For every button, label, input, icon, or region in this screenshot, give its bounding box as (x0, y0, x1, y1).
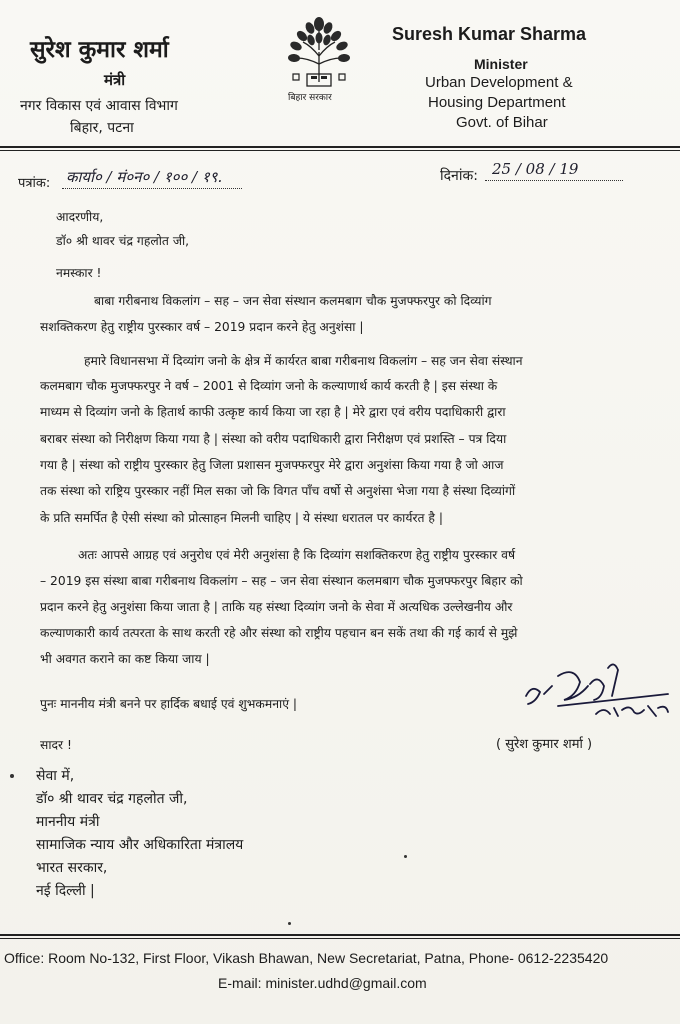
header-rule-thin (0, 150, 680, 151)
office-address: Office: Room No-132, First Floor, Vikash Bhawan, New Secretariat, Patna, Phone- 0612-2235420 (4, 950, 609, 966)
date-value: 25 / 08 / 19 (492, 160, 579, 178)
subject-line: बाबा गरीबनाथ विकलांग – सह – जन सेवा संस्थान कलमबाग चौक मुजफ्फरपुर को दिव्यांग (94, 294, 492, 308)
paragraph-line: भी अवगत कराने का कष्ट किया जाय | (40, 652, 210, 666)
paragraph-line: तक संस्था को राष्ट्रिय पुरस्कार नहीं मिल सका जो कि विगत पाँच वर्षो से अनुशंसा भेजा गया है संस्था दिव्यांगों (40, 484, 516, 498)
paragraph-line: – 2019 इस संस्था बाबा गरीबनाथ विकलांग – सह – जन सेवा संस्थान कलमबाग चौक मुजफ्फरपुर बिहार को (40, 574, 523, 588)
paragraph-line: बराबर संस्था को निरीक्षण किया गया है | संस्था को वरीय पदाधिकारी द्वारा निरीक्षण एवं प्रशस्ति – पत्र दिया (40, 432, 507, 446)
footer-rule-thin (0, 938, 680, 939)
paragraph-line: कल्याणकारी कार्य तत्परता के साथ करती रहे और संस्था को राष्ट्रीय पहचान बन सकें तथा की गई कार्य से मुझे (40, 626, 518, 640)
paragraph-line: प्रदान करने हेतु अनुशंसा किया जाता है | ताकि यह संस्था दिव्यांग जनो के सेवा में अत्यधिक उल्लेखनीय और (40, 600, 513, 614)
state-hindi: बिहार, पटना (70, 120, 134, 136)
recipient-name: डॉ० श्री थावर चंद्र गहलोत जी, (56, 234, 190, 248)
paragraph-line: के प्रति समर्पित है ऐसी संस्था को प्रोत्साहन मिलनी चाहिए | ये संस्था धरातल पर कार्यरत है | (40, 511, 444, 525)
paragraph-line: माध्यम से दिव्यांग जनो के हितार्थ काफी उत्कृष्ट कार्य किया जा रहा है | मेरे द्वारा एवं वरीय पदाधिकारी द्वारा (40, 405, 506, 419)
department-english-line1: Urban Development & (425, 74, 573, 91)
reference-dotted-line (62, 188, 242, 189)
reference-label: पत्रांक: (18, 176, 51, 191)
address-line: सेवा में, (36, 768, 75, 784)
salutation: आदरणीय, (56, 210, 104, 224)
address-line: सामाजिक न्याय और अधिकारिता मंत्रालय (36, 837, 244, 853)
minister-title-english: Minister (474, 56, 528, 72)
scan-speck (288, 922, 291, 925)
scan-speck (10, 774, 14, 778)
date-label: दिनांक: (440, 168, 478, 184)
paragraph-line: कलमबाग चौक मुजफ्फरपुर ने वर्ष – 2001 से दिव्यांग जनो के कल्याणार्थ कार्य करती है | इस संस्था के (40, 379, 498, 393)
department-english-line2: Housing Department (428, 94, 566, 111)
paragraph-line: गया है | संस्था को राष्ट्रीय पुरस्कार हेतु जिला प्रशासन मुजफ्फरपुर मेरे द्वारा अनुशंसा किया गया है जो आज (40, 458, 504, 472)
congratulation-line: पुनः माननीय मंत्री बनने पर हार्दिक बधाई एवं शुभकमनाएं | (40, 697, 298, 711)
subject-line: सशक्तिकरण हेतु राष्ट्रीय पुरस्कार वर्ष – 2019 प्रदान करने हेतु अनुशंसा | (40, 320, 364, 334)
footer-rule (0, 934, 680, 936)
minister-name-english: Suresh Kumar Sharma (392, 24, 587, 44)
address-line: नई दिल्ली | (36, 883, 95, 899)
address-line: डॉ० श्री थावर चंद्र गहलोत जी, (36, 791, 188, 807)
header-rule (0, 146, 680, 148)
emblem-caption: बिहार सरकार (288, 93, 332, 103)
government-english: Govt. of Bihar (456, 114, 548, 131)
paragraph-line: हमारे विधानसभा में दिव्यांग जनो के क्षेत्र में कार्यरत बाबा गरीबनाथ विकलांग – सह जन सेवा संस्थान (84, 354, 523, 368)
minister-title-hindi: मंत्री (104, 71, 126, 89)
address-line: भारत सरकार, (36, 860, 108, 876)
date-dotted-line (485, 180, 623, 181)
handwritten-signature (518, 656, 674, 726)
department-hindi: नगर विकास एवं आवास विभाग (20, 98, 178, 114)
signer-name: ( सुरेश कुमार शर्मा ) (496, 737, 593, 752)
minister-name-hindi: सुरेश कुमार शर्मा (30, 37, 169, 63)
email-address: E-mail: minister.udhd@gmail.com (218, 975, 427, 991)
greeting: नमस्कार ! (56, 266, 102, 280)
scan-speck (404, 855, 407, 858)
paragraph-line: अतः आपसे आग्रह एवं अनुरोध एवं मेरी अनुशंसा है कि दिव्यांग सशक्तिकरण हेतु राष्ट्रीय पुरस्कार वर्ष (78, 548, 516, 562)
address-line: माननीय मंत्री (36, 814, 100, 830)
closing: सादर ! (40, 738, 72, 752)
bodhi-tree-emblem-icon (281, 12, 357, 100)
reference-number: कार्या० / मं०न० / १०० / १९. (66, 168, 223, 186)
